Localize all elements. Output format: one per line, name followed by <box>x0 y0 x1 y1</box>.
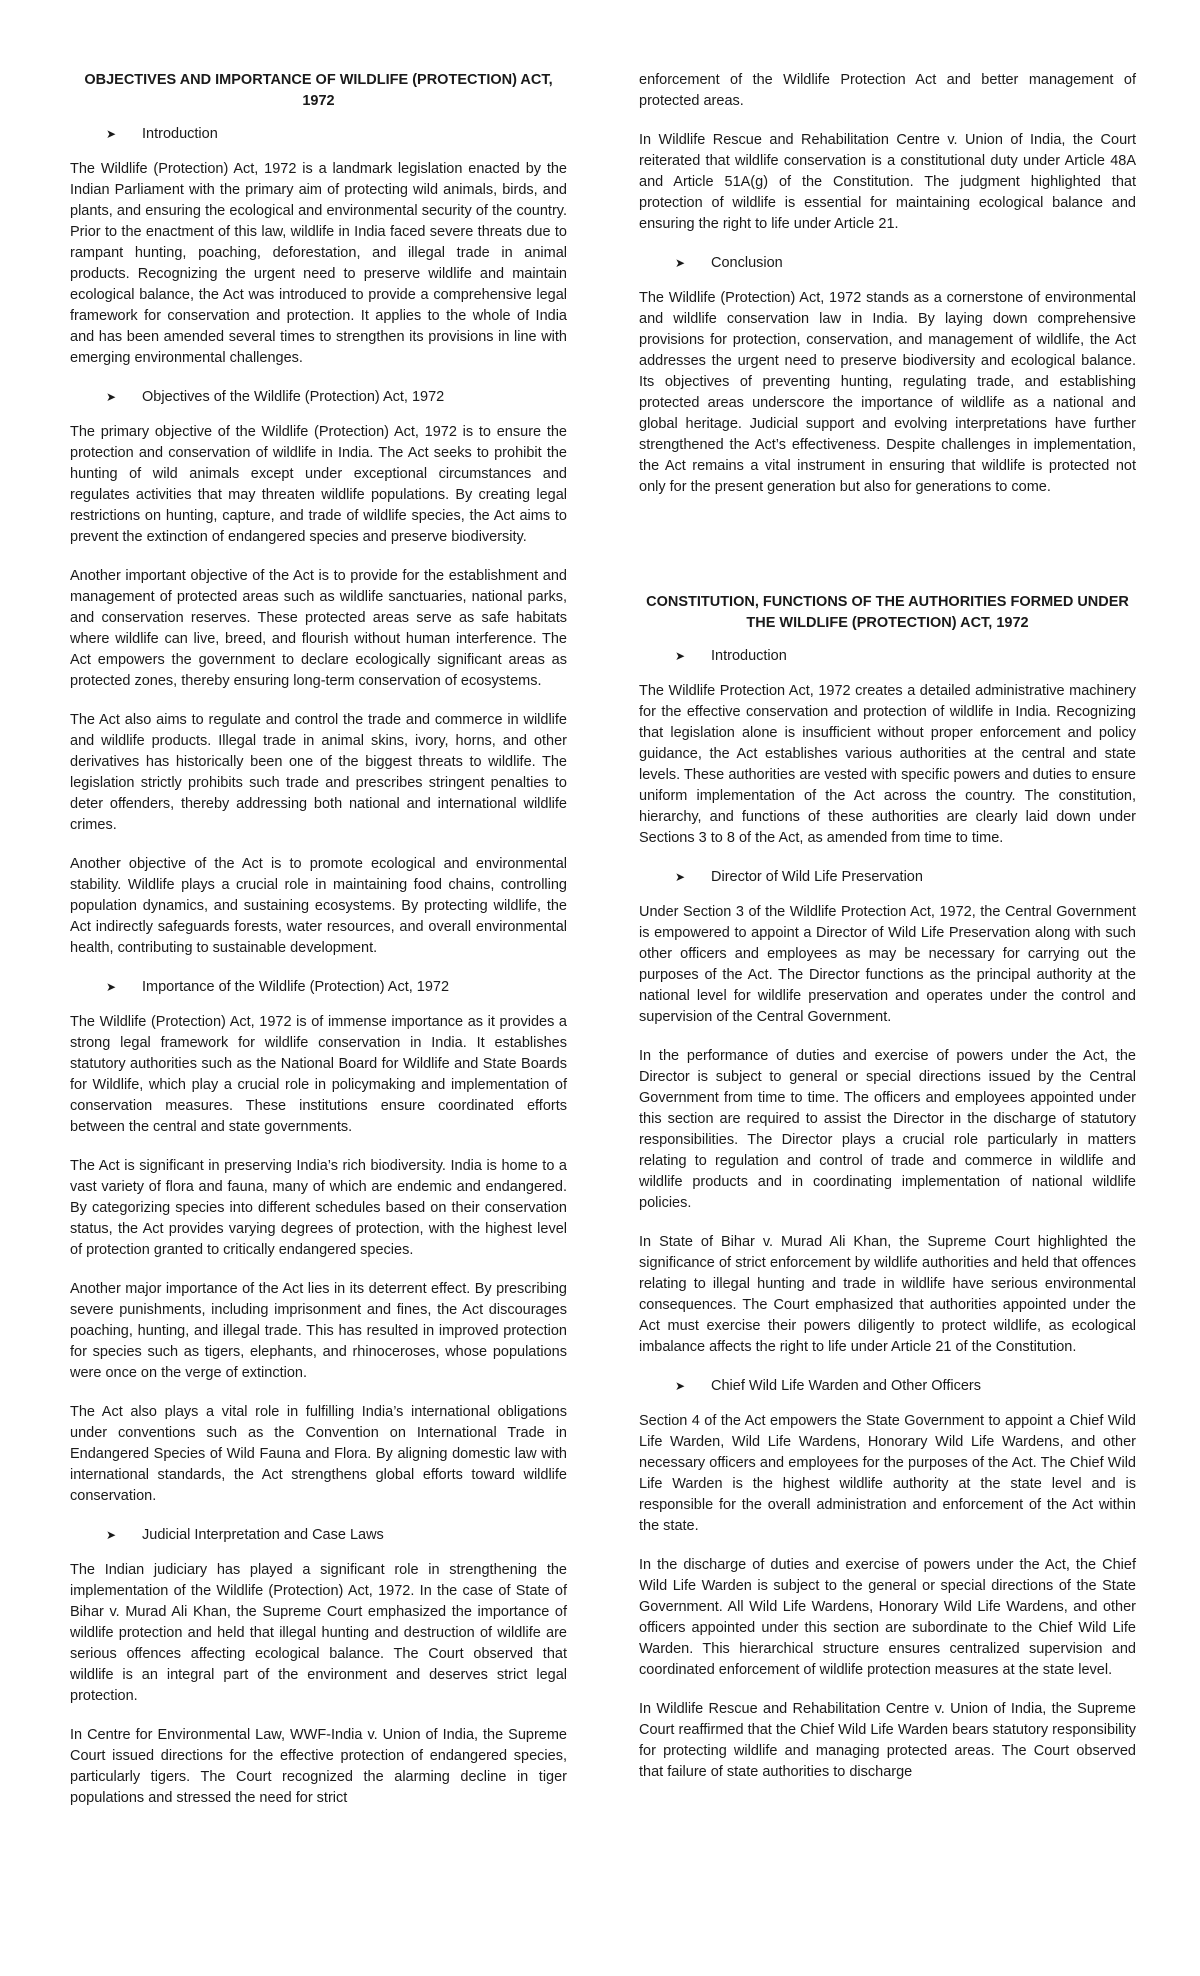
paragraph-introduction-2: The Wildlife Protection Act, 1972 creates a detailed administrative machinery for the effective conservation and protection of wildlife in India. Recognizing that legislation alone is insufficient without proper enforcement and policy guidance, the Act establishes various authorities at the central and state levels. These authorities are vested with specific powers and duties to ensure uniform implementation of the Act across the country. The constitution, hierarchy, and functions of these authorities are clearly laid down under Sections 3 to 8 of the Act, as amended from time to time. <box>639 683 1136 846</box>
heading-conclusion <box>639 253 1136 274</box>
paragraph-importance-2: The Act is significant in preserving India’s rich biodiversity. India is home to a vast variety of flora and fauna, many of which are endemic and endangered. By categorizing species into different schedules based on their conservation status, the Act provides varying degrees of protection, with the highest level of protection granted to critically endangered species. <box>70 1158 567 1258</box>
heading-label: Introduction <box>711 648 787 664</box>
title-constitution: CONSTITUTION, FUNCTIONS OF THE AUTHORITIES FORMED UNDER THE WILDLIFE (PROTECTION) ACT, 1972 <box>646 594 1129 631</box>
heading-label: Director of Wild Life Preservation <box>711 869 923 885</box>
paragraph-chief-1: Section 4 of the Act empowers the State Government to appoint a Chief Wild Life Warden, Wild Life Wardens, Honorary Wild Life Wardens, and other necessary officers and employees for the purposes of the Act. The Chief Wild Life Warden is the highest wildlife authority at the state level and is responsible for the overall administration and enforcement of the Act within the state. <box>639 1413 1136 1534</box>
arrow-bullet-icon: ➤ <box>106 980 117 994</box>
arrow-bullet-icon: ➤ <box>106 390 117 404</box>
paragraph-chief-3: In Wildlife Rescue and Rehabilitation Centre v. Union of India, the Supreme Court reaffirmed that the Chief Wild Life Warden bears statutory responsibility for protecting wildlife and managing protected areas. The Court observed that failure of state authorities to discharge <box>639 1701 1136 1780</box>
heading-label: Conclusion <box>711 255 783 271</box>
heading-chief-warden <box>639 1376 1136 1397</box>
paragraph-director-2: In the performance of duties and exercise of powers under the Act, the Director is subject to general or special directions issued by the Central Government from time to time. The officers and employees appointed under this section are required to assist the Director in the discharge of statutory responsibilities. The Director plays a crucial role particularly in matters relating to regulation and control of trade and commerce in wildlife and wildlife products and in coordinating implementation of national wildlife policies. <box>639 1048 1136 1211</box>
heading-importance <box>70 977 567 998</box>
paragraph-importance-3: Another major importance of the Act lies in its deterrent effect. By prescribing severe punishments, including imprisonment and fines, the Act discourages poaching, hunting, and illegal trade. This has resulted in improved protection for species such as tigers, elephants, and rhinoceroses, whose populations were once on the verge of extinction. <box>70 1281 567 1381</box>
arrow-bullet-icon: ➤ <box>675 1379 686 1393</box>
section-spacer <box>639 516 1136 592</box>
left-column <box>70 70 567 1976</box>
heading-director <box>639 867 1136 888</box>
paragraph-judicial-2: In Centre for Environmental Law, WWF-India v. Union of India, the Supreme Court issued directions for the effective protection of endangered species, particularly tigers. The Court recognized the alarming decline in tiger populations and stressed the need for strict <box>70 1727 567 1806</box>
paragraph-objectives-1: The primary objective of the Wildlife (Protection) Act, 1972 is to ensure the protection and conservation of wildlife in India. The Act seeks to prohibit the hunting of wild animals except under exceptional circumstances and regulates activities that may threaten wildlife populations. By creating legal restrictions on hunting, capture, and trade of wildlife species, the Act aims to prevent the extinction of endangered species and preserve biodiversity. <box>70 424 567 545</box>
arrow-bullet-icon: ➤ <box>106 127 117 141</box>
heading-introduction-2 <box>639 646 1136 667</box>
paragraph-objectives-3: The Act also aims to regulate and control the trade and commerce in wildlife and wildlife products. Illegal trade in animal skins, ivory, horns, and other derivatives has historically been one of the biggest threats to wildlife. The legislation strictly prohibits such trade and prescribes stringent penalties to deter offenders, thereby addressing both national and international wildlife crimes. <box>70 712 567 833</box>
paragraph-rescue-case: In Wildlife Rescue and Rehabilitation Centre v. Union of India, the Court reiterated that wildlife conservation is a constitutional duty under Article 48A and Article 51A(g) of the Constitution. The judgment highlighted that protection of wildlife is essential for maintaining ecological balance and ensuring the right to life under Article 21. <box>639 132 1136 232</box>
arrow-bullet-icon: ➤ <box>106 1528 117 1542</box>
paragraph-importance-1: The Wildlife (Protection) Act, 1972 is of immense importance as it provides a strong legal framework for wildlife conservation in India. It establishes statutory authorities such as the National Board for Wildlife and State Boards for Wildlife, which play a crucial role in policymaking and implementation of conservation measures. These institutions ensure coordinated efforts between the central and state governments. <box>70 1014 567 1135</box>
heading-judicial <box>70 1525 567 1546</box>
paragraph-objectives-2: Another important objective of the Act is to provide for the establishment and management of protected areas such as wildlife sanctuaries, national parks, and conservation reserves. These protected areas serve as safe habitats where wildlife can live, breed, and flourish without human interference. The Act empowers the government to declare ecologically significant areas as protected zones, thereby ensuring long-term conservation of ecosystems. <box>70 568 567 689</box>
right-column <box>639 70 1136 1976</box>
heading-label: Chief Wild Life Warden and Other Officers <box>711 1378 981 1394</box>
arrow-bullet-icon: ➤ <box>675 870 686 884</box>
paragraph-introduction: The Wildlife (Protection) Act, 1972 is a landmark legislation enacted by the Indian Parliament with the primary aim of protecting wild animals, birds, and plants, and ensuring the ecological and environmental security of the country. Prior to the enactment of this law, wildlife in India faced severe threats due to rampant hunting, poaching, deforestation, and illegal trade in animal products. Recognizing the urgent need to preserve wildlife and maintain ecological balance, the Act was introduced to provide a comprehensive legal framework for conservation and protection. It applies to the whole of India and has been amended several times to strengthen its provisions in line with emerging environmental challenges. <box>70 161 567 366</box>
paragraph-director-1: Under Section 3 of the Wildlife Protection Act, 1972, the Central Government is empowered to appoint a Director of Wild Life Preservation along with such other officers and employees as may be necessary for carrying out the purposes of the Act. The Director functions as the principal authority at the national level for wildlife preservation and operates under the control and supervision of the Central Government. <box>639 904 1136 1025</box>
heading-introduction <box>70 124 567 145</box>
title-objectives: OBJECTIVES AND IMPORTANCE OF WILDLIFE (PROTECTION) ACT, 1972 <box>84 72 553 109</box>
paragraph-director-3: In State of Bihar v. Murad Ali Khan, the Supreme Court highlighted the significance of strict enforcement by wildlife authorities and held that offences relating to illegal hunting and trade in wildlife have serious environmental consequences. The Court emphasized that authorities appointed under the Act must exercise their powers diligently to protect wildlife, as ecological imbalance affects the right to life under Article 21 of the Constitution. <box>639 1234 1136 1355</box>
paragraph-importance-4: The Act also plays a vital role in fulfilling India’s international obligations under conventions such as the Convention on International Trade in Endangered Species of Wild Fauna and Flora. By aligning domestic law with international standards, the Act strengthens global efforts toward wildlife conservation. <box>70 1404 567 1504</box>
paragraph-chief-2: In the discharge of duties and exercise of powers under the Act, the Chief Wild Life Warden is subject to the general or special directions of the State Government. All Wild Life Wardens, Honorary Wild Life Wardens, and other officers appointed under this section are subordinate to the Chief Wild Life Warden. This hierarchical structure ensures centralized supervision and coordinated enforcement of wildlife protection measures at the state level. <box>639 1557 1136 1678</box>
arrow-bullet-icon: ➤ <box>675 256 686 270</box>
heading-label: Judicial Interpretation and Case Laws <box>142 1527 384 1543</box>
arrow-bullet-icon: ➤ <box>675 649 686 663</box>
heading-label: Introduction <box>142 126 218 142</box>
paragraph-judicial-1: The Indian judiciary has played a significant role in strengthening the implementation of the Wildlife (Protection) Act, 1972. In the case of State of Bihar v. Murad Ali Khan, the Supreme Court emphasized the importance of wildlife protection and held that illegal hunting and destruction of wildlife are serious offences affecting ecological balance. The Court observed that wildlife is an integral part of the environment and deserves strict legal protection. <box>70 1562 567 1704</box>
paragraph-continuation: enforcement of the Wildlife Protection Act and better management of protected areas. <box>639 72 1136 109</box>
heading-label: Objectives of the Wildlife (Protection) Act, 1972 <box>142 389 445 405</box>
paragraph-conclusion: The Wildlife (Protection) Act, 1972 stands as a cornerstone of environmental and wildlife conservation law in India. By laying down comprehensive provisions for protection, conservation, and management of wildlife, the Act addresses the urgent need to preserve biodiversity and ecological balance. Its objectives of preventing hunting, regulating trade, and establishing protected areas underscore the importance of wildlife as a national and global heritage. Judicial support and evolving interpretations have further strengthened the Act’s effectiveness. Despite challenges in implementation, the Act remains a vital instrument in ensuring that wildlife is protected not only for the present generation but also for generations to come. <box>639 290 1136 495</box>
paragraph-objectives-4: Another objective of the Act is to promote ecological and environmental stability. Wildlife plays a crucial role in maintaining food chains, controlling population dynamics, and sustaining ecosystems. By protecting wildlife, the Act indirectly safeguards forests, water resources, and overall environmental health, contributing to sustainable development. <box>70 856 567 956</box>
heading-objectives <box>70 387 567 408</box>
heading-label: Importance of the Wildlife (Protection) Act, 1972 <box>142 979 450 995</box>
